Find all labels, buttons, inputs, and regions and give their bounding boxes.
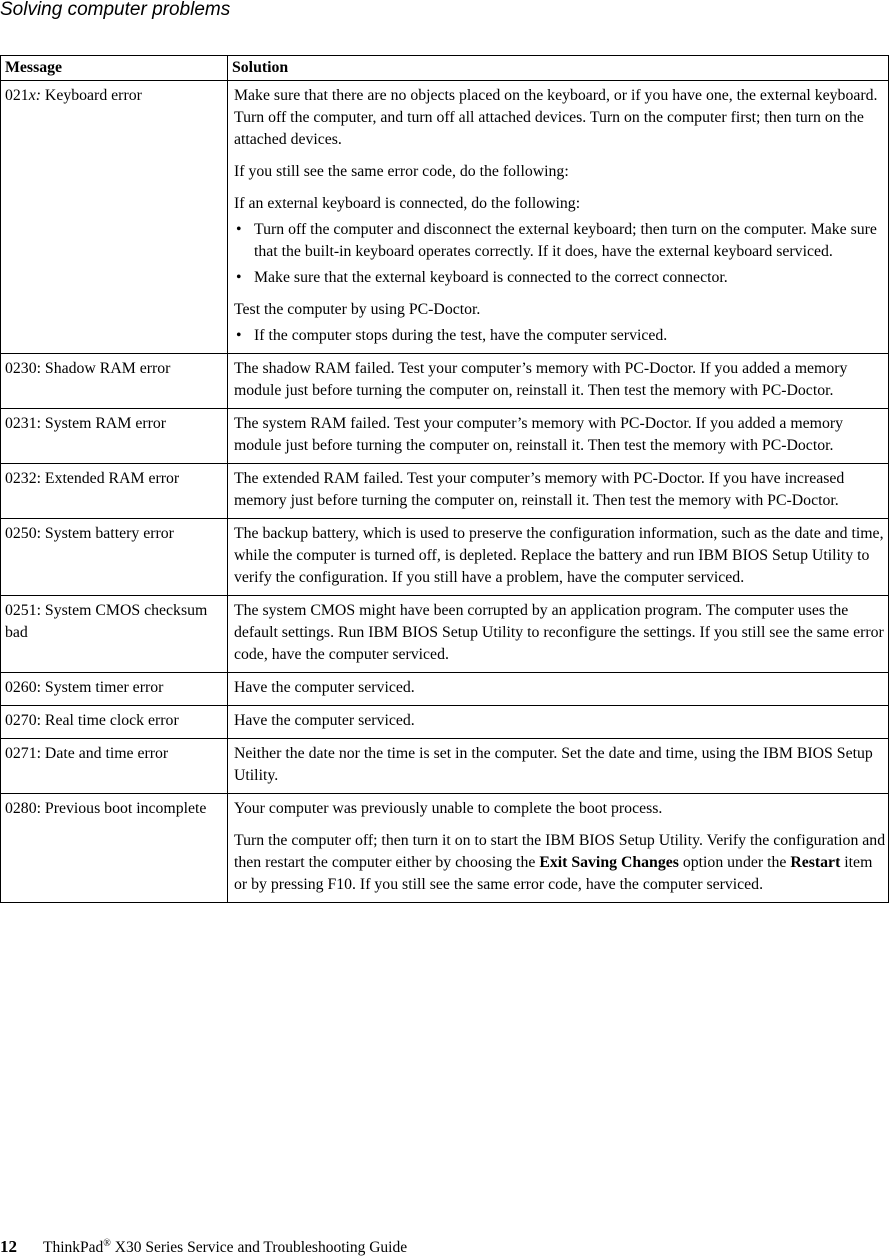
table-row: [1, 673, 889, 706]
solution-cell: The shadow RAM failed. Test your computer’s memory with PC-Doctor. If you added a memory module just before turning the computer on, reinstall it. Then test the memory with PC-Doctor.: [228, 354, 889, 409]
message-cell: 0271: Date and time error: [1, 739, 228, 794]
message-cell: 021x: Keyboard error: [1, 81, 228, 354]
message-cell: 0280: Previous boot incomplete: [1, 794, 228, 903]
solution-cell: Have the computer serviced.: [228, 673, 889, 706]
solution-paragraph: If you still see the same error code, do the following:: [234, 163, 569, 180]
solution-paragraph: Your computer was previously unable to complete the boot process.: [234, 800, 663, 817]
page-section-title: Solving computer problems: [0, 0, 231, 20]
message-cell: 0250: System battery error: [1, 519, 228, 596]
message-cell: 0230: Shadow RAM error: [1, 354, 228, 409]
message-cell: 0231: System RAM error: [1, 409, 228, 464]
table-row: [1, 519, 889, 596]
solution-cell: The extended RAM failed. Test your computer’s memory with PC-Doctor. If you have increased memory just before turning the computer on, reinstall it. Then test the memory with PC-Doctor.: [228, 464, 889, 519]
solution-cell: The system RAM failed. Test your computer’s memory with PC-Doctor. If you added a memory module just before turning the computer on, reinstall it. Then test the memory with PC-Doctor.: [228, 409, 889, 464]
table-row: [1, 706, 889, 739]
solution-cell: The system CMOS might have been corrupted by an application program. The computer uses the default settings. Run IBM BIOS Setup Utility to reconfigure the settings. If you still see the same error code, have the computer serviced.: [228, 596, 889, 673]
column-header-message: Message: [1, 56, 228, 81]
table-row: [1, 596, 889, 673]
message-cell: 0260: System timer error: [1, 673, 228, 706]
table-row: [1, 409, 889, 464]
solution-cell: The backup battery, which is used to preserve the configuration information, such as the date and time, while the computer is turned off, is depleted. Replace the battery and run IBM BIOS Setup Utility to verify the configuration. If you still have a problem, have the computer serviced.: [228, 519, 889, 596]
solution-cell: [228, 81, 889, 354]
solution-paragraph: If an external keyboard is connected, do the following:: [234, 195, 581, 212]
page-number: 12: [0, 1237, 17, 1257]
page-footer: [0, 1234, 407, 1258]
guide-title: ThinkPad® X30 Series Service and Troubleshooting Guide: [43, 1238, 408, 1257]
bullet-item: • Make sure that the external keyboard is connected to the correct connector.: [234, 267, 886, 289]
table-row: [1, 464, 889, 519]
solution-cell: Have the computer serviced.: [228, 706, 889, 739]
message-cell: 0270: Real time clock error: [1, 706, 228, 739]
bullet-list: [234, 325, 886, 347]
bullet-item: • Turn off the computer and disconnect the external keyboard; then turn on the computer. Make sure that the built-in keyboard operates correctly. If it does, have the external keyboard serviced.: [234, 219, 886, 263]
column-header-solution: Solution: [228, 56, 889, 81]
solution-paragraph: Turn the computer off; then turn it on to start the IBM BIOS Setup Utility. Verify the configuration and then restart the computer either by choosing the Exit Saving Changes option under the Restart item or by pressing F10. If you still see the same error code, have the computer serviced.: [234, 832, 886, 893]
table-row: [1, 739, 889, 794]
bullet-list: [234, 219, 886, 289]
table-row: [1, 354, 889, 409]
message-cell: 0232: Extended RAM error: [1, 464, 228, 519]
solution-cell: [228, 794, 889, 903]
message-cell: 0251: System CMOS checksum bad: [1, 596, 228, 673]
solution-paragraph: Test the computer by using PC-Doctor.: [234, 301, 481, 318]
solution-paragraph: Make sure that there are no objects placed on the keyboard, or if you have one, the external keyboard. Turn off the computer, and turn off all attached devices. Turn on the computer first; then turn on the attached devices.: [234, 87, 878, 148]
menu-option-exit-saving-changes: Exit Saving Changes: [539, 854, 679, 871]
menu-restart: Restart: [790, 854, 841, 871]
table-header-row: [1, 56, 889, 81]
table-row: [1, 81, 889, 354]
bullet-item: • If the computer stops during the test, have the computer serviced.: [234, 325, 886, 347]
table-row: [1, 794, 889, 903]
error-message-table: [0, 55, 889, 903]
solution-cell: Neither the date nor the time is set in the computer. Set the date and time, using the IBM BIOS Setup Utility.: [228, 739, 889, 794]
